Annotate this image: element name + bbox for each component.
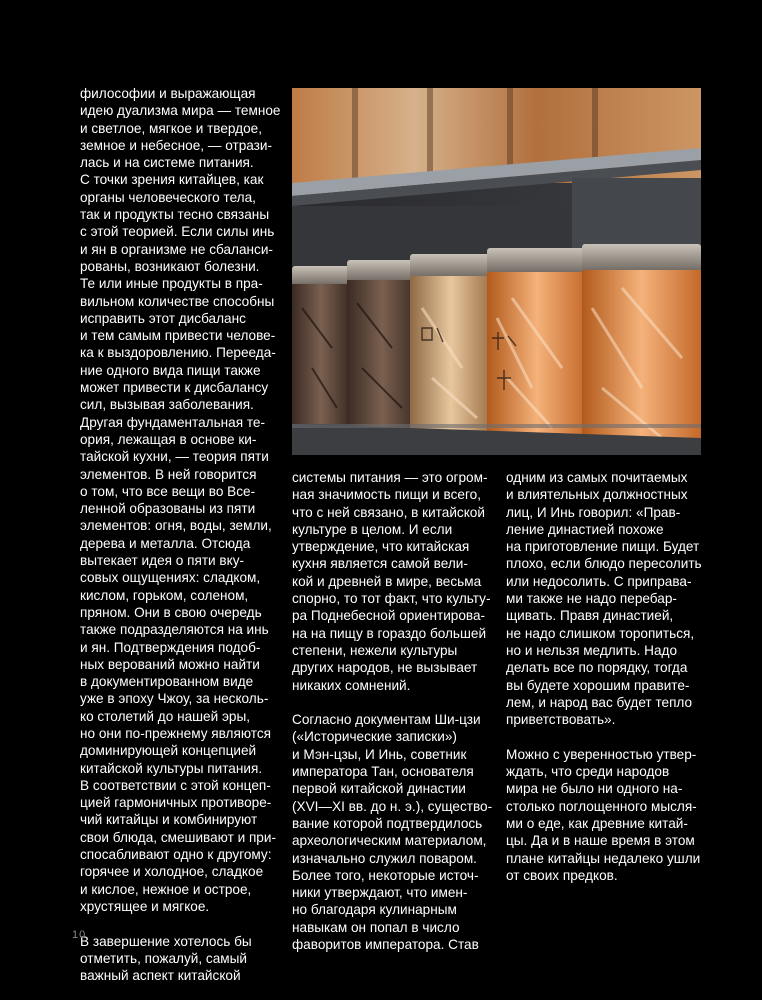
text-line: спосабливают одно к другому: — [80, 847, 272, 863]
text-line: кой и древней в мире, весьма — [292, 573, 482, 589]
text-line: элементов. В ней говорится — [80, 466, 257, 482]
text-line: и кислое, нежное и острое, — [80, 881, 252, 897]
text-line: Более того, некоторые источ- — [292, 867, 479, 883]
text-line: («Исторические записки») — [292, 729, 457, 745]
text-line: идею дуализма мира — темное — [80, 103, 281, 119]
text-line: ники утверждают, что имен- — [292, 885, 468, 901]
text-line: ленной образованы из пяти — [80, 501, 256, 517]
text-line: свои блюда, смешивают и при- — [80, 829, 276, 845]
text-line: уже в эпоху Чжоу, за несколь- — [80, 691, 269, 707]
text-line: и ян в организме не сбаланси- — [80, 241, 273, 257]
text-line: также подразделяются на инь — [80, 622, 269, 638]
text-line: столько поглощенного мысля- — [506, 798, 697, 814]
text-line: органы человеческого тела, — [80, 189, 256, 205]
text-line: не надо слишком торопиться, — [506, 625, 695, 641]
text-line: приветствовать». — [506, 712, 616, 728]
text-line: других народов, не вызывает — [292, 660, 478, 676]
text-line: лась и на системе питания. — [80, 155, 254, 171]
text-line: совых ощущениях: сладком, — [80, 570, 261, 586]
paragraph-gap — [506, 728, 706, 745]
text-line: степени, нежели культуры — [292, 642, 458, 658]
text-line: в документированном виде — [80, 674, 254, 690]
text-line: дерева и металла. Отсюда — [80, 535, 251, 551]
text-line: ми также не надо перебар- — [506, 591, 677, 607]
text-line: С точки зрения китайцев, как — [80, 172, 264, 188]
text-line: археологическим материалом, — [292, 833, 487, 849]
text-line: плохо, если блюдо пересолить — [506, 556, 702, 572]
text-line: ория, лежащая в основе ки- — [80, 431, 257, 447]
text-line: лиц, И Инь говорил: «Прав- — [506, 504, 681, 520]
text-line: Другая фундаментальная те- — [80, 414, 266, 430]
text-line: и влиятельных должностных — [506, 487, 688, 503]
text-line: важный аспект китайской — [80, 968, 241, 984]
text-line: вытекает идея о пяти вку- — [80, 553, 245, 569]
text-line: от своих предков. — [506, 867, 618, 883]
text-line: вы будете хорошим правите- — [506, 677, 690, 693]
text-line: лем, и народ вас будет тепло — [506, 694, 693, 710]
text-column-middle — [292, 469, 497, 953]
text-line: кислом, горьком, соленом, — [80, 587, 249, 603]
text-line: навыкам он попал в число — [292, 919, 460, 935]
text-line: цы. Да и в наше время в этом — [506, 833, 695, 849]
text-column-right — [506, 469, 706, 884]
text-line: с этой теорией. Если силы инь — [80, 224, 275, 240]
text-line: системы питания — это огром- — [292, 470, 488, 485]
text-line: ка к выздоровлению. Перееда- — [80, 345, 276, 361]
text-line: пряном. Они в свою очередь — [80, 604, 262, 620]
text-line: земное и небесное, — отрази- — [80, 137, 273, 153]
photo-jars-on-shelves — [292, 88, 701, 455]
text-line: культуре в целом. И если — [292, 521, 453, 537]
page-number: 10 — [72, 929, 87, 941]
text-line: на приготовление пищи. Будет — [506, 539, 700, 555]
text-line: плане китайцы недалеко ушли — [506, 850, 701, 866]
text-line: кухня является самой вели- — [292, 556, 468, 572]
text-line: ко столетий до нашей эры, — [80, 708, 251, 724]
text-line: сил, вызывая заболевания. — [80, 397, 254, 413]
text-line: первой китайской династии — [292, 781, 466, 797]
text-line: китайской культуры питания. — [80, 760, 263, 776]
text-line: и светлое, мягкое и твердое, — [80, 120, 262, 136]
text-line: исправить этот дисбаланс — [80, 310, 246, 326]
text-line: фаворитов императора. Став — [292, 937, 479, 953]
text-line: никаких сомнений. — [292, 677, 411, 693]
text-line: делать все по порядку, тогда — [506, 660, 688, 676]
text-line: и ян. Подтверждения подоб- — [80, 639, 261, 655]
text-line: одним из самых почитаемых — [506, 470, 688, 485]
text-line: (XVI—XI вв. до н. э.), существо- — [292, 798, 493, 814]
text-line: может привести к дисбалансу — [80, 380, 269, 396]
text-line: ление династией похоже — [506, 521, 664, 537]
text-line: В завершение хотелось бы — [80, 933, 252, 949]
text-line: доминирующей концепцией — [80, 743, 257, 759]
text-line: тайской кухни, — теория пяти — [80, 449, 269, 465]
text-line: ние одного вида пищи также — [80, 362, 261, 378]
text-line: императора Тан, основателя — [292, 764, 474, 780]
text-line: и Мэн-цзы, И Инь, советник — [292, 746, 467, 762]
text-line: о том, что все вещи во Все- — [80, 483, 256, 499]
text-line: на на пищу в гораздо большей — [292, 625, 487, 641]
text-line: ми о еде, как древние китай- — [506, 815, 688, 831]
text-line: но благодаря кулинарным — [292, 902, 457, 918]
text-line: ная значимость пищи и всего, — [292, 487, 481, 503]
text-line: вильном количестве способны — [80, 293, 275, 309]
text-line: или недосолить. С приправа- — [506, 573, 692, 589]
text-line: что с ней связано, в китайской — [292, 504, 485, 520]
text-line: ра Поднебесной ориентирова- — [292, 608, 486, 624]
text-line: элементов: огня, воды, земли, — [80, 518, 272, 534]
text-line: горячее и холодное, сладкое — [80, 864, 264, 880]
text-line: ных верований можно найти — [80, 656, 260, 672]
text-line: Те или иные продукты в пра- — [80, 276, 263, 292]
text-line: но они по-прежнему являются — [80, 725, 271, 741]
paragraph-gap — [80, 915, 280, 932]
text-line: так и продукты тесно связаны — [80, 207, 270, 223]
text-line: отметить, пожалуй, самый — [80, 950, 247, 966]
text-line: Можно с уверенностью утвер- — [506, 746, 697, 762]
text-line: изначально служил поваром. — [292, 850, 477, 866]
text-line: спорно, то тот факт, что культу- — [292, 591, 491, 607]
text-line: но и нельзя медлить. Надо — [506, 642, 678, 658]
text-line: ждать, что среди народов — [506, 764, 670, 780]
text-line: В соответствии с этой концеп- — [80, 777, 271, 793]
text-line: утверждение, что китайская — [292, 539, 470, 555]
text-line: Согласно документам Ши-цзи — [292, 712, 481, 728]
text-line: и тем самым привести челове- — [80, 328, 276, 344]
text-line: чий китайцы и комбинируют — [80, 812, 258, 828]
text-line: вание которой подтвердилось — [292, 815, 483, 831]
text-column-left — [80, 85, 280, 984]
text-line: философии и выражающая — [80, 86, 256, 101]
text-line: щивать. Правя династией, — [506, 608, 674, 624]
text-line: мира не было ни одного на- — [506, 781, 683, 797]
text-line: хрустящее и мягкое. — [80, 898, 210, 914]
paragraph-gap — [292, 694, 497, 711]
text-line: рованы, возникают болезни. — [80, 258, 260, 274]
text-line: цией гармоничных противоре- — [80, 795, 272, 811]
